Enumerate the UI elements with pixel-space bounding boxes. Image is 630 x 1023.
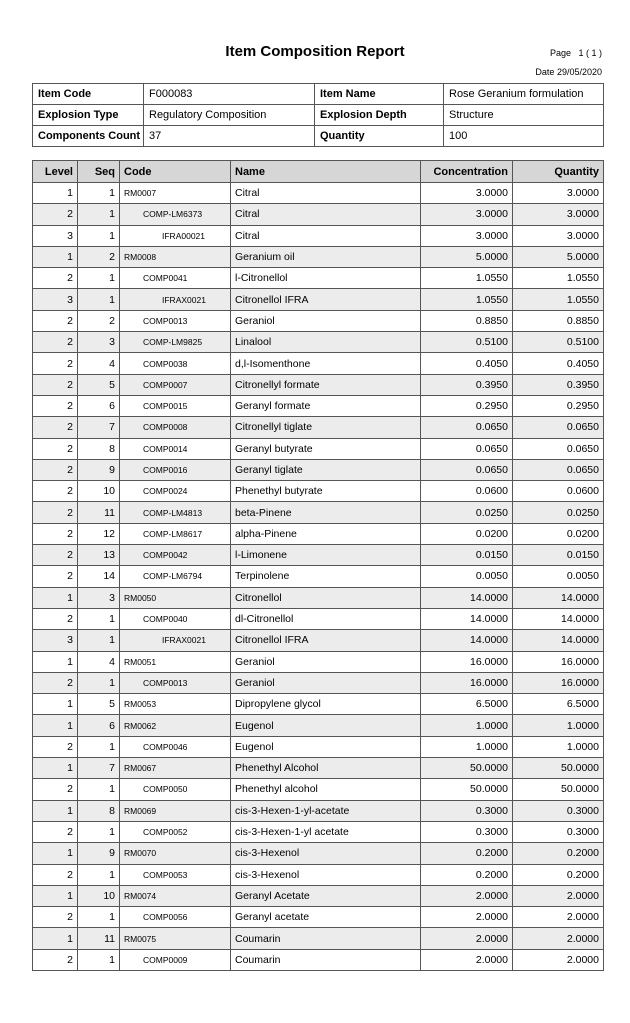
cell-concentration: 0.4050 [421, 353, 513, 374]
cell-level: 2 [33, 417, 78, 438]
cell-name: Geranyl tiglate [231, 459, 421, 480]
cell-seq: 4 [78, 353, 120, 374]
cell-level: 2 [33, 268, 78, 289]
cell-quantity: 16.0000 [513, 672, 604, 693]
table-row [33, 608, 604, 629]
cell-quantity: 50.0000 [513, 779, 604, 800]
cell-seq: 4 [78, 651, 120, 672]
cell-concentration: 0.3000 [421, 821, 513, 842]
cell-level: 2 [33, 481, 78, 502]
cell-code: COMP0008 [120, 417, 231, 438]
cell-quantity: 0.5100 [513, 332, 604, 353]
cell-level: 2 [33, 332, 78, 353]
cell-level: 2 [33, 545, 78, 566]
cell-seq: 2 [78, 310, 120, 331]
cell-code: COMP0046 [120, 736, 231, 757]
cell-seq: 1 [78, 183, 120, 204]
cell-quantity: 3.0000 [513, 204, 604, 225]
cell-name: Coumarin [231, 928, 421, 949]
cell-level: 2 [33, 736, 78, 757]
cell-concentration: 1.0000 [421, 736, 513, 757]
table-row [33, 395, 604, 416]
cell-level: 2 [33, 374, 78, 395]
cell-code: IFRA00021 [120, 225, 231, 246]
cell-name: Geranyl butyrate [231, 438, 421, 459]
cell-level: 2 [33, 864, 78, 885]
cell-name: d,l-Isomenthone [231, 353, 421, 374]
table-row [33, 864, 604, 885]
cell-concentration: 0.2000 [421, 864, 513, 885]
cell-name: Geranium oil [231, 246, 421, 267]
cell-concentration: 16.0000 [421, 651, 513, 672]
cell-seq: 1 [78, 268, 120, 289]
cell-name: Citral [231, 225, 421, 246]
cell-level: 3 [33, 630, 78, 651]
cell-name: Citral [231, 183, 421, 204]
cell-seq: 1 [78, 821, 120, 842]
cell-name: Phenethyl Alcohol [231, 758, 421, 779]
cell-quantity: 16.0000 [513, 651, 604, 672]
cell-concentration: 0.2000 [421, 843, 513, 864]
cell-concentration: 5.0000 [421, 246, 513, 267]
cell-level: 2 [33, 821, 78, 842]
cell-level: 2 [33, 566, 78, 587]
cell-seq: 1 [78, 204, 120, 225]
cell-level: 3 [33, 225, 78, 246]
cell-quantity: 0.2000 [513, 843, 604, 864]
quantity-label: Quantity [315, 126, 444, 147]
cell-code: COMP0009 [120, 949, 231, 970]
cell-code: COMP0038 [120, 353, 231, 374]
cell-code: RM0067 [120, 758, 231, 779]
cell-code: COMP-LM6794 [120, 566, 231, 587]
cell-concentration: 0.0200 [421, 523, 513, 544]
cell-level: 1 [33, 715, 78, 736]
cell-name: Citronellyl formate [231, 374, 421, 395]
cell-concentration: 0.5100 [421, 332, 513, 353]
cell-quantity: 1.0550 [513, 289, 604, 310]
table-row [33, 289, 604, 310]
cell-quantity: 0.4050 [513, 353, 604, 374]
cell-name: l-Limonene [231, 545, 421, 566]
cell-name: Terpinolene [231, 566, 421, 587]
cell-name: Geraniol [231, 651, 421, 672]
table-row [33, 800, 604, 821]
cell-concentration: 2.0000 [421, 907, 513, 928]
cell-concentration: 6.5000 [421, 694, 513, 715]
cell-name: cis-3-Hexen-1-yl-acetate [231, 800, 421, 821]
cell-code: IFRAX0021 [120, 289, 231, 310]
cell-level: 2 [33, 502, 78, 523]
col-header-quantity: Quantity [513, 161, 604, 183]
cell-seq: 14 [78, 566, 120, 587]
cell-concentration: 16.0000 [421, 672, 513, 693]
cell-code: COMP-LM4813 [120, 502, 231, 523]
cell-concentration: 0.0650 [421, 417, 513, 438]
cell-level: 2 [33, 438, 78, 459]
cell-level: 1 [33, 694, 78, 715]
cell-name: Coumarin [231, 949, 421, 970]
page-info [535, 44, 602, 82]
cell-seq: 1 [78, 225, 120, 246]
col-header-code: Code [120, 161, 231, 183]
cell-quantity: 0.3950 [513, 374, 604, 395]
cell-level: 1 [33, 843, 78, 864]
table-row [33, 843, 604, 864]
cell-seq: 6 [78, 395, 120, 416]
cell-level: 1 [33, 651, 78, 672]
cell-name: Geraniol [231, 672, 421, 693]
cell-concentration: 3.0000 [421, 204, 513, 225]
cell-code: COMP0016 [120, 459, 231, 480]
cell-code: COMP0013 [120, 672, 231, 693]
cell-name: cis-3-Hexen-1-yl acetate [231, 821, 421, 842]
cell-concentration: 0.3950 [421, 374, 513, 395]
cell-quantity: 2.0000 [513, 907, 604, 928]
table-row [33, 694, 604, 715]
cell-code: RM0007 [120, 183, 231, 204]
table-row [33, 907, 604, 928]
cell-seq: 1 [78, 779, 120, 800]
cell-level: 1 [33, 885, 78, 906]
cell-level: 2 [33, 779, 78, 800]
cell-quantity: 0.0150 [513, 545, 604, 566]
cell-name: Citronellol IFRA [231, 289, 421, 310]
date-label: Date [535, 67, 555, 77]
table-row [33, 949, 604, 970]
cell-code: COMP0024 [120, 481, 231, 502]
cell-code: COMP0007 [120, 374, 231, 395]
cell-name: Citral [231, 204, 421, 225]
cell-seq: 5 [78, 694, 120, 715]
cell-quantity: 14.0000 [513, 608, 604, 629]
cell-seq: 10 [78, 885, 120, 906]
cell-quantity: 0.0250 [513, 502, 604, 523]
cell-concentration: 0.0250 [421, 502, 513, 523]
cell-concentration: 1.0000 [421, 715, 513, 736]
cell-quantity: 1.0000 [513, 736, 604, 757]
cell-code: RM0062 [120, 715, 231, 736]
cell-seq: 1 [78, 736, 120, 757]
table-row [33, 183, 604, 204]
cell-name: Linalool [231, 332, 421, 353]
table-row [33, 204, 604, 225]
table-row [33, 736, 604, 757]
cell-name: alpha-Pinene [231, 523, 421, 544]
table-row [33, 353, 604, 374]
cell-quantity: 0.0650 [513, 438, 604, 459]
cell-quantity: 0.0050 [513, 566, 604, 587]
table-row [33, 438, 604, 459]
cell-code: RM0069 [120, 800, 231, 821]
cell-level: 1 [33, 246, 78, 267]
col-header-seq: Seq [78, 161, 120, 183]
table-body [33, 183, 604, 971]
col-header-level: Level [33, 161, 78, 183]
page-number: 1 ( 1 ) [578, 48, 602, 58]
table-row [33, 332, 604, 353]
cell-seq: 9 [78, 459, 120, 480]
table-row [33, 310, 604, 331]
cell-seq: 7 [78, 758, 120, 779]
cell-name: Dipropylene glycol [231, 694, 421, 715]
cell-quantity: 0.8850 [513, 310, 604, 331]
cell-quantity: 0.0600 [513, 481, 604, 502]
cell-quantity: 3.0000 [513, 183, 604, 204]
cell-name: Geranyl Acetate [231, 885, 421, 906]
table-row [33, 374, 604, 395]
cell-level: 2 [33, 310, 78, 331]
cell-code: COMP0042 [120, 545, 231, 566]
cell-quantity: 0.0200 [513, 523, 604, 544]
cell-concentration: 0.0600 [421, 481, 513, 502]
cell-concentration: 0.0050 [421, 566, 513, 587]
cell-code: RM0051 [120, 651, 231, 672]
cell-quantity: 6.5000 [513, 694, 604, 715]
cell-code: COMP0014 [120, 438, 231, 459]
cell-name: Citronellol [231, 587, 421, 608]
table-row [33, 758, 604, 779]
cell-level: 2 [33, 907, 78, 928]
cell-code: COMP0040 [120, 608, 231, 629]
table-row [33, 587, 604, 608]
cell-concentration: 0.0150 [421, 545, 513, 566]
item-header-table [32, 83, 604, 147]
table-row [33, 885, 604, 906]
cell-level: 1 [33, 758, 78, 779]
cell-code: RM0050 [120, 587, 231, 608]
report-title: Item Composition Report [225, 43, 405, 60]
cell-concentration: 0.3000 [421, 800, 513, 821]
cell-name: Geranyl formate [231, 395, 421, 416]
cell-code: RM0074 [120, 885, 231, 906]
cell-seq: 8 [78, 800, 120, 821]
item-code-value: F000083 [144, 84, 315, 105]
cell-level: 2 [33, 204, 78, 225]
explosion-depth-value: Structure [444, 105, 604, 126]
cell-code: COMP-LM8617 [120, 523, 231, 544]
cell-code: COMP0015 [120, 395, 231, 416]
cell-concentration: 3.0000 [421, 183, 513, 204]
cell-code: COMP0053 [120, 864, 231, 885]
cell-level: 2 [33, 523, 78, 544]
explosion-depth-label: Explosion Depth [315, 105, 444, 126]
page-label: Page [549, 48, 571, 58]
report-date: 29/05/2020 [556, 67, 602, 77]
cell-seq: 1 [78, 907, 120, 928]
cell-seq: 10 [78, 481, 120, 502]
cell-quantity: 0.2950 [513, 395, 604, 416]
cell-level: 2 [33, 353, 78, 374]
table-row [33, 672, 604, 693]
explosion-type-label: Explosion Type [33, 105, 144, 126]
cell-seq: 1 [78, 864, 120, 885]
table-row [33, 417, 604, 438]
cell-code: RM0008 [120, 246, 231, 267]
col-header-name: Name [231, 161, 421, 183]
cell-name: dl-Citronellol [231, 608, 421, 629]
cell-name: Citronellol IFRA [231, 630, 421, 651]
cell-quantity: 3.0000 [513, 225, 604, 246]
cell-quantity: 2.0000 [513, 885, 604, 906]
table-row [33, 651, 604, 672]
cell-name: Geraniol [231, 310, 421, 331]
cell-concentration: 50.0000 [421, 779, 513, 800]
table-row [33, 779, 604, 800]
cell-concentration: 2.0000 [421, 949, 513, 970]
cell-concentration: 2.0000 [421, 928, 513, 949]
cell-code: COMP-LM6373 [120, 204, 231, 225]
table-row [33, 715, 604, 736]
cell-quantity: 0.2000 [513, 864, 604, 885]
cell-quantity: 1.0550 [513, 268, 604, 289]
cell-name: Eugenol [231, 715, 421, 736]
cell-quantity: 0.3000 [513, 800, 604, 821]
cell-level: 2 [33, 672, 78, 693]
table-row [33, 268, 604, 289]
cell-name: Phenethyl butyrate [231, 481, 421, 502]
table-row [33, 225, 604, 246]
cell-concentration: 1.0550 [421, 289, 513, 310]
components-count-label: Components Count [33, 126, 144, 147]
cell-code: COMP-LM9825 [120, 332, 231, 353]
cell-quantity: 2.0000 [513, 949, 604, 970]
cell-quantity: 14.0000 [513, 630, 604, 651]
cell-concentration: 3.0000 [421, 225, 513, 246]
cell-concentration: 14.0000 [421, 630, 513, 651]
table-row [33, 566, 604, 587]
cell-concentration: 14.0000 [421, 587, 513, 608]
cell-quantity: 50.0000 [513, 758, 604, 779]
table-row [33, 523, 604, 544]
cell-level: 1 [33, 800, 78, 821]
cell-seq: 11 [78, 502, 120, 523]
cell-seq: 5 [78, 374, 120, 395]
cell-code: RM0053 [120, 694, 231, 715]
cell-name: cis-3-Hexenol [231, 864, 421, 885]
item-name-label: Item Name [315, 84, 444, 105]
cell-seq: 9 [78, 843, 120, 864]
cell-code: RM0070 [120, 843, 231, 864]
cell-quantity: 0.3000 [513, 821, 604, 842]
cell-level: 1 [33, 587, 78, 608]
cell-concentration: 0.0650 [421, 438, 513, 459]
components-count-value: 37 [144, 126, 315, 147]
cell-level: 1 [33, 928, 78, 949]
table-row [33, 928, 604, 949]
cell-seq: 8 [78, 438, 120, 459]
table-row [33, 502, 604, 523]
cell-seq: 1 [78, 608, 120, 629]
col-header-concentration: Concentration [421, 161, 513, 183]
cell-level: 1 [33, 183, 78, 204]
cell-quantity: 14.0000 [513, 587, 604, 608]
cell-name: Geranyl acetate [231, 907, 421, 928]
cell-quantity: 0.0650 [513, 417, 604, 438]
cell-seq: 11 [78, 928, 120, 949]
cell-name: Eugenol [231, 736, 421, 757]
cell-name: Phenethyl alcohol [231, 779, 421, 800]
cell-code: COMP0050 [120, 779, 231, 800]
cell-seq: 3 [78, 587, 120, 608]
cell-seq: 1 [78, 289, 120, 310]
cell-seq: 6 [78, 715, 120, 736]
cell-quantity: 2.0000 [513, 928, 604, 949]
cell-level: 2 [33, 395, 78, 416]
cell-seq: 12 [78, 523, 120, 544]
cell-level: 2 [33, 459, 78, 480]
table-row [33, 630, 604, 651]
table-row [33, 821, 604, 842]
cell-level: 2 [33, 949, 78, 970]
item-code-label: Item Code [33, 84, 144, 105]
cell-level: 3 [33, 289, 78, 310]
cell-concentration: 14.0000 [421, 608, 513, 629]
cell-concentration: 0.0650 [421, 459, 513, 480]
cell-concentration: 0.8850 [421, 310, 513, 331]
cell-name: Citronellyl tiglate [231, 417, 421, 438]
table-row [33, 459, 604, 480]
explosion-type-value: Regulatory Composition [144, 105, 315, 126]
cell-seq: 7 [78, 417, 120, 438]
cell-quantity: 5.0000 [513, 246, 604, 267]
cell-concentration: 2.0000 [421, 885, 513, 906]
cell-name: cis-3-Hexenol [231, 843, 421, 864]
cell-code: COMP0052 [120, 821, 231, 842]
cell-seq: 1 [78, 630, 120, 651]
table-header-row [33, 161, 604, 183]
item-name-value: Rose Geranium formulation [444, 84, 604, 105]
cell-concentration: 0.2950 [421, 395, 513, 416]
cell-name: l-Citronellol [231, 268, 421, 289]
cell-concentration: 50.0000 [421, 758, 513, 779]
cell-code: RM0075 [120, 928, 231, 949]
table-row [33, 545, 604, 566]
cell-seq: 1 [78, 672, 120, 693]
cell-code: COMP0056 [120, 907, 231, 928]
cell-concentration: 1.0550 [421, 268, 513, 289]
cell-code: COMP0041 [120, 268, 231, 289]
cell-code: COMP0013 [120, 310, 231, 331]
cell-seq: 1 [78, 949, 120, 970]
cell-quantity: 1.0000 [513, 715, 604, 736]
cell-seq: 2 [78, 246, 120, 267]
quantity-value: 100 [444, 126, 604, 147]
cell-seq: 13 [78, 545, 120, 566]
cell-name: beta-Pinene [231, 502, 421, 523]
composition-table [32, 160, 604, 971]
cell-quantity: 0.0650 [513, 459, 604, 480]
cell-seq: 3 [78, 332, 120, 353]
table-row [33, 481, 604, 502]
table-row [33, 246, 604, 267]
cell-level: 2 [33, 608, 78, 629]
cell-code: IFRAX0021 [120, 630, 231, 651]
